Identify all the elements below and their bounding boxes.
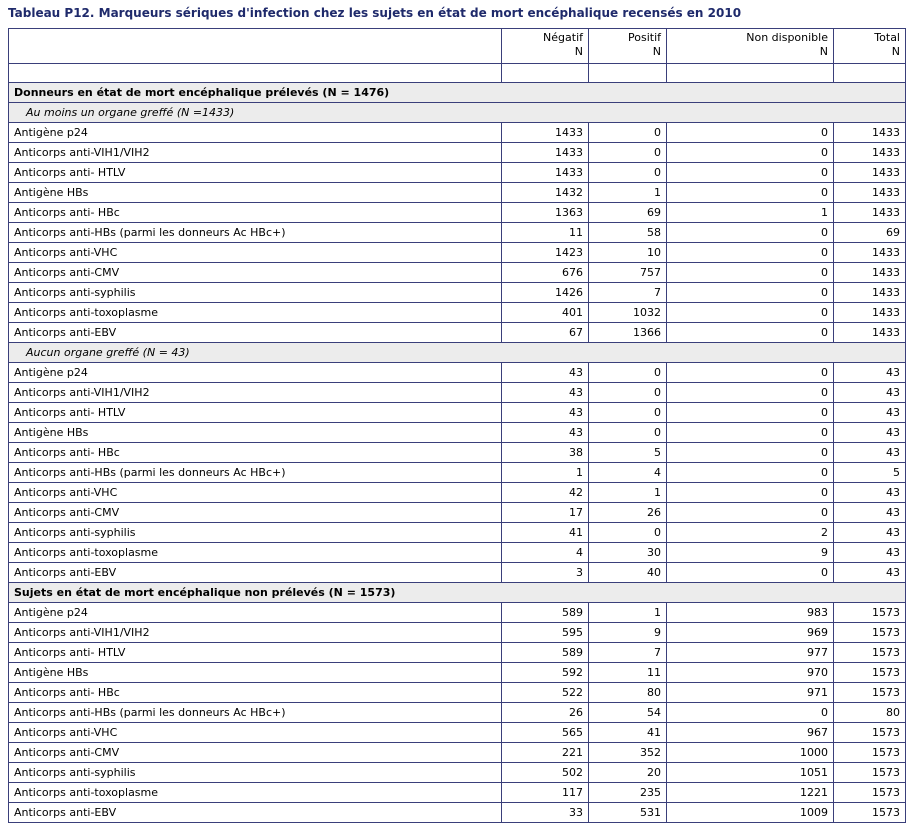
value-non-disponible: 0 bbox=[667, 483, 834, 503]
table-row bbox=[9, 283, 906, 303]
value-positif: 26 bbox=[589, 503, 667, 523]
value-non-disponible: 0 bbox=[667, 323, 834, 343]
value-non-disponible: 0 bbox=[667, 263, 834, 283]
value-positif: 1 bbox=[589, 603, 667, 623]
col-unit: N bbox=[652, 45, 661, 58]
value-non-disponible: 2 bbox=[667, 523, 834, 543]
value-non-disponible: 970 bbox=[667, 663, 834, 683]
value-negatif: 42 bbox=[502, 483, 589, 503]
value-total: 43 bbox=[834, 383, 906, 403]
value-positif: 0 bbox=[589, 523, 667, 543]
row-label: Anticorps anti- HTLV bbox=[9, 643, 502, 663]
row-label: Anticorps anti-HBs (parmi les donneurs Ac HBc+) bbox=[9, 463, 502, 483]
row-label: Anticorps anti- HTLV bbox=[9, 163, 502, 183]
value-total: 1433 bbox=[834, 323, 906, 343]
value-non-disponible: 0 bbox=[667, 463, 834, 483]
value-positif: 5 bbox=[589, 443, 667, 463]
value-positif: 757 bbox=[589, 263, 667, 283]
value-negatif: 43 bbox=[502, 423, 589, 443]
value-negatif: 522 bbox=[502, 683, 589, 703]
col-header-non-disponible bbox=[667, 29, 834, 64]
value-negatif: 595 bbox=[502, 623, 589, 643]
table-row bbox=[9, 803, 906, 823]
value-positif: 1366 bbox=[589, 323, 667, 343]
value-positif: 80 bbox=[589, 683, 667, 703]
table-row bbox=[9, 463, 906, 483]
col-unit: N bbox=[819, 45, 828, 58]
value-negatif: 1363 bbox=[502, 203, 589, 223]
spacer-cell bbox=[9, 64, 502, 83]
value-negatif: 589 bbox=[502, 643, 589, 663]
row-label: Anticorps anti-VIH1/VIH2 bbox=[9, 143, 502, 163]
value-total: 43 bbox=[834, 363, 906, 383]
col-header-total bbox=[834, 29, 906, 64]
value-total: 1573 bbox=[834, 603, 906, 623]
value-non-disponible: 969 bbox=[667, 623, 834, 643]
table-body bbox=[9, 29, 906, 823]
value-non-disponible: 967 bbox=[667, 723, 834, 743]
value-non-disponible: 0 bbox=[667, 703, 834, 723]
value-non-disponible: 1221 bbox=[667, 783, 834, 803]
table-row bbox=[9, 623, 906, 643]
section-row bbox=[9, 83, 906, 103]
table-row bbox=[9, 203, 906, 223]
row-label: Anticorps anti-syphilis bbox=[9, 283, 502, 303]
table-row bbox=[9, 323, 906, 343]
value-negatif: 17 bbox=[502, 503, 589, 523]
row-label: Anticorps anti- HBc bbox=[9, 443, 502, 463]
value-non-disponible: 0 bbox=[667, 183, 834, 203]
value-total: 69 bbox=[834, 223, 906, 243]
value-total: 1433 bbox=[834, 163, 906, 183]
col-label: Négatif bbox=[543, 31, 583, 44]
value-non-disponible: 0 bbox=[667, 363, 834, 383]
value-negatif: 43 bbox=[502, 363, 589, 383]
value-non-disponible: 0 bbox=[667, 503, 834, 523]
value-total: 1573 bbox=[834, 803, 906, 823]
value-positif: 0 bbox=[589, 123, 667, 143]
value-positif: 20 bbox=[589, 763, 667, 783]
table-row bbox=[9, 363, 906, 383]
row-label: Antigène HBs bbox=[9, 183, 502, 203]
value-total: 1433 bbox=[834, 303, 906, 323]
row-label: Antigène HBs bbox=[9, 423, 502, 443]
value-non-disponible: 0 bbox=[667, 123, 834, 143]
section-heading: Donneurs en état de mort encéphalique prélevés (N = 1476) bbox=[9, 83, 906, 103]
value-negatif: 221 bbox=[502, 743, 589, 763]
row-label: Anticorps anti-EBV bbox=[9, 563, 502, 583]
value-positif: 0 bbox=[589, 383, 667, 403]
row-label: Anticorps anti- HBc bbox=[9, 203, 502, 223]
value-positif: 69 bbox=[589, 203, 667, 223]
value-negatif: 33 bbox=[502, 803, 589, 823]
value-positif: 0 bbox=[589, 163, 667, 183]
row-label: Anticorps anti-toxoplasme bbox=[9, 543, 502, 563]
row-label: Anticorps anti-syphilis bbox=[9, 763, 502, 783]
value-positif: 41 bbox=[589, 723, 667, 743]
markers-table bbox=[8, 28, 906, 823]
value-total: 43 bbox=[834, 503, 906, 523]
table-row bbox=[9, 703, 906, 723]
value-negatif: 676 bbox=[502, 263, 589, 283]
value-positif: 352 bbox=[589, 743, 667, 763]
table-row bbox=[9, 163, 906, 183]
value-positif: 7 bbox=[589, 643, 667, 663]
value-negatif: 1432 bbox=[502, 183, 589, 203]
value-total: 1573 bbox=[834, 783, 906, 803]
value-negatif: 38 bbox=[502, 443, 589, 463]
value-total: 43 bbox=[834, 543, 906, 563]
row-label: Anticorps anti-EBV bbox=[9, 803, 502, 823]
value-non-disponible: 1009 bbox=[667, 803, 834, 823]
value-negatif: 1423 bbox=[502, 243, 589, 263]
value-non-disponible: 0 bbox=[667, 243, 834, 263]
row-label: Anticorps anti-HBs (parmi les donneurs Ac HBc+) bbox=[9, 703, 502, 723]
row-label: Anticorps anti- HBc bbox=[9, 683, 502, 703]
value-negatif: 67 bbox=[502, 323, 589, 343]
value-non-disponible: 1000 bbox=[667, 743, 834, 763]
table-row bbox=[9, 123, 906, 143]
value-negatif: 3 bbox=[502, 563, 589, 583]
header-label-cell bbox=[9, 29, 502, 64]
section-row bbox=[9, 583, 906, 603]
spacer-cell bbox=[667, 64, 834, 83]
col-header-positif bbox=[589, 29, 667, 64]
value-non-disponible: 0 bbox=[667, 423, 834, 443]
table-row bbox=[9, 223, 906, 243]
row-label: Anticorps anti-toxoplasme bbox=[9, 783, 502, 803]
subsection-heading: Au moins un organe greffé (N =1433) bbox=[9, 103, 906, 123]
row-label: Anticorps anti-EBV bbox=[9, 323, 502, 343]
row-label: Anticorps anti- HTLV bbox=[9, 403, 502, 423]
value-positif: 30 bbox=[589, 543, 667, 563]
header-row bbox=[9, 29, 906, 64]
spacer-cell bbox=[589, 64, 667, 83]
value-positif: 11 bbox=[589, 663, 667, 683]
row-label: Anticorps anti-toxoplasme bbox=[9, 303, 502, 323]
row-label: Anticorps anti-VIH1/VIH2 bbox=[9, 623, 502, 643]
value-total: 43 bbox=[834, 403, 906, 423]
table-row bbox=[9, 183, 906, 203]
value-total: 1433 bbox=[834, 263, 906, 283]
value-total: 1433 bbox=[834, 283, 906, 303]
subsection-heading: Aucun organe greffé (N = 43) bbox=[9, 343, 906, 363]
value-non-disponible: 0 bbox=[667, 403, 834, 423]
value-non-disponible: 0 bbox=[667, 303, 834, 323]
subsection-row bbox=[9, 103, 906, 123]
table-row bbox=[9, 603, 906, 623]
table-row bbox=[9, 383, 906, 403]
row-label: Anticorps anti-CMV bbox=[9, 503, 502, 523]
value-negatif: 592 bbox=[502, 663, 589, 683]
row-label: Anticorps anti-CMV bbox=[9, 743, 502, 763]
table-row bbox=[9, 443, 906, 463]
value-total: 1433 bbox=[834, 123, 906, 143]
value-total: 43 bbox=[834, 483, 906, 503]
value-negatif: 1426 bbox=[502, 283, 589, 303]
table-row bbox=[9, 723, 906, 743]
value-non-disponible: 0 bbox=[667, 143, 834, 163]
value-non-disponible: 0 bbox=[667, 223, 834, 243]
value-total: 1573 bbox=[834, 623, 906, 643]
value-positif: 0 bbox=[589, 403, 667, 423]
col-label: Positif bbox=[628, 31, 661, 44]
col-unit: N bbox=[574, 45, 583, 58]
value-positif: 40 bbox=[589, 563, 667, 583]
table-row bbox=[9, 503, 906, 523]
section-heading: Sujets en état de mort encéphalique non prélevés (N = 1573) bbox=[9, 583, 906, 603]
value-negatif: 1433 bbox=[502, 143, 589, 163]
table-row bbox=[9, 243, 906, 263]
value-non-disponible: 0 bbox=[667, 163, 834, 183]
col-label: Non disponible bbox=[746, 31, 828, 44]
value-non-disponible: 0 bbox=[667, 443, 834, 463]
table-row bbox=[9, 563, 906, 583]
row-label: Antigène p24 bbox=[9, 603, 502, 623]
value-positif: 531 bbox=[589, 803, 667, 823]
value-negatif: 11 bbox=[502, 223, 589, 243]
table-title: Tableau P12. Marqueurs sériques d'infection chez les sujets en état de mort encéphalique recensés en 2010 bbox=[8, 6, 742, 20]
row-label: Anticorps anti-VHC bbox=[9, 243, 502, 263]
value-positif: 1 bbox=[589, 483, 667, 503]
value-non-disponible: 983 bbox=[667, 603, 834, 623]
value-non-disponible: 9 bbox=[667, 543, 834, 563]
value-total: 1433 bbox=[834, 183, 906, 203]
row-label: Antigène p24 bbox=[9, 363, 502, 383]
table-row bbox=[9, 403, 906, 423]
table-row bbox=[9, 303, 906, 323]
value-negatif: 43 bbox=[502, 403, 589, 423]
value-non-disponible: 977 bbox=[667, 643, 834, 663]
value-non-disponible: 1 bbox=[667, 203, 834, 223]
value-positif: 7 bbox=[589, 283, 667, 303]
value-negatif: 26 bbox=[502, 703, 589, 723]
row-label: Anticorps anti-HBs (parmi les donneurs Ac HBc+) bbox=[9, 223, 502, 243]
table-row bbox=[9, 743, 906, 763]
value-negatif: 43 bbox=[502, 383, 589, 403]
value-negatif: 502 bbox=[502, 763, 589, 783]
value-positif: 9 bbox=[589, 623, 667, 643]
value-total: 1573 bbox=[834, 683, 906, 703]
row-label: Anticorps anti-CMV bbox=[9, 263, 502, 283]
value-total: 1433 bbox=[834, 243, 906, 263]
value-non-disponible: 0 bbox=[667, 283, 834, 303]
table-row bbox=[9, 523, 906, 543]
value-positif: 54 bbox=[589, 703, 667, 723]
col-header-negatif bbox=[502, 29, 589, 64]
row-label: Antigène HBs bbox=[9, 663, 502, 683]
value-negatif: 4 bbox=[502, 543, 589, 563]
table-row bbox=[9, 423, 906, 443]
value-negatif: 589 bbox=[502, 603, 589, 623]
col-label: Total bbox=[874, 31, 900, 44]
value-total: 5 bbox=[834, 463, 906, 483]
value-total: 1573 bbox=[834, 763, 906, 783]
value-positif: 235 bbox=[589, 783, 667, 803]
value-total: 1573 bbox=[834, 743, 906, 763]
table-row bbox=[9, 663, 906, 683]
value-total: 1573 bbox=[834, 643, 906, 663]
value-negatif: 401 bbox=[502, 303, 589, 323]
spacer-cell bbox=[834, 64, 906, 83]
value-positif: 1 bbox=[589, 183, 667, 203]
col-unit: N bbox=[891, 45, 900, 58]
value-positif: 0 bbox=[589, 143, 667, 163]
subsection-row bbox=[9, 343, 906, 363]
row-label: Anticorps anti-syphilis bbox=[9, 523, 502, 543]
value-positif: 1032 bbox=[589, 303, 667, 323]
value-total: 1433 bbox=[834, 143, 906, 163]
table-row bbox=[9, 483, 906, 503]
value-positif: 4 bbox=[589, 463, 667, 483]
value-total: 1573 bbox=[834, 663, 906, 683]
value-negatif: 41 bbox=[502, 523, 589, 543]
table-row bbox=[9, 763, 906, 783]
value-total: 1433 bbox=[834, 203, 906, 223]
value-negatif: 1 bbox=[502, 463, 589, 483]
spacer-row bbox=[9, 64, 906, 83]
table-row bbox=[9, 543, 906, 563]
row-label: Anticorps anti-VHC bbox=[9, 483, 502, 503]
value-non-disponible: 0 bbox=[667, 383, 834, 403]
table-row bbox=[9, 143, 906, 163]
value-negatif: 1433 bbox=[502, 163, 589, 183]
value-positif: 0 bbox=[589, 363, 667, 383]
value-negatif: 1433 bbox=[502, 123, 589, 143]
spacer-cell bbox=[502, 64, 589, 83]
row-label: Antigène p24 bbox=[9, 123, 502, 143]
value-non-disponible: 1051 bbox=[667, 763, 834, 783]
value-total: 43 bbox=[834, 423, 906, 443]
value-non-disponible: 971 bbox=[667, 683, 834, 703]
value-negatif: 565 bbox=[502, 723, 589, 743]
value-total: 43 bbox=[834, 523, 906, 543]
value-total: 1573 bbox=[834, 723, 906, 743]
value-non-disponible: 0 bbox=[667, 563, 834, 583]
value-positif: 0 bbox=[589, 423, 667, 443]
value-positif: 10 bbox=[589, 243, 667, 263]
table-row bbox=[9, 263, 906, 283]
value-total: 80 bbox=[834, 703, 906, 723]
value-negatif: 117 bbox=[502, 783, 589, 803]
value-total: 43 bbox=[834, 563, 906, 583]
value-positif: 58 bbox=[589, 223, 667, 243]
table-row bbox=[9, 643, 906, 663]
value-total: 43 bbox=[834, 443, 906, 463]
table-row bbox=[9, 783, 906, 803]
row-label: Anticorps anti-VIH1/VIH2 bbox=[9, 383, 502, 403]
table-row bbox=[9, 683, 906, 703]
row-label: Anticorps anti-VHC bbox=[9, 723, 502, 743]
